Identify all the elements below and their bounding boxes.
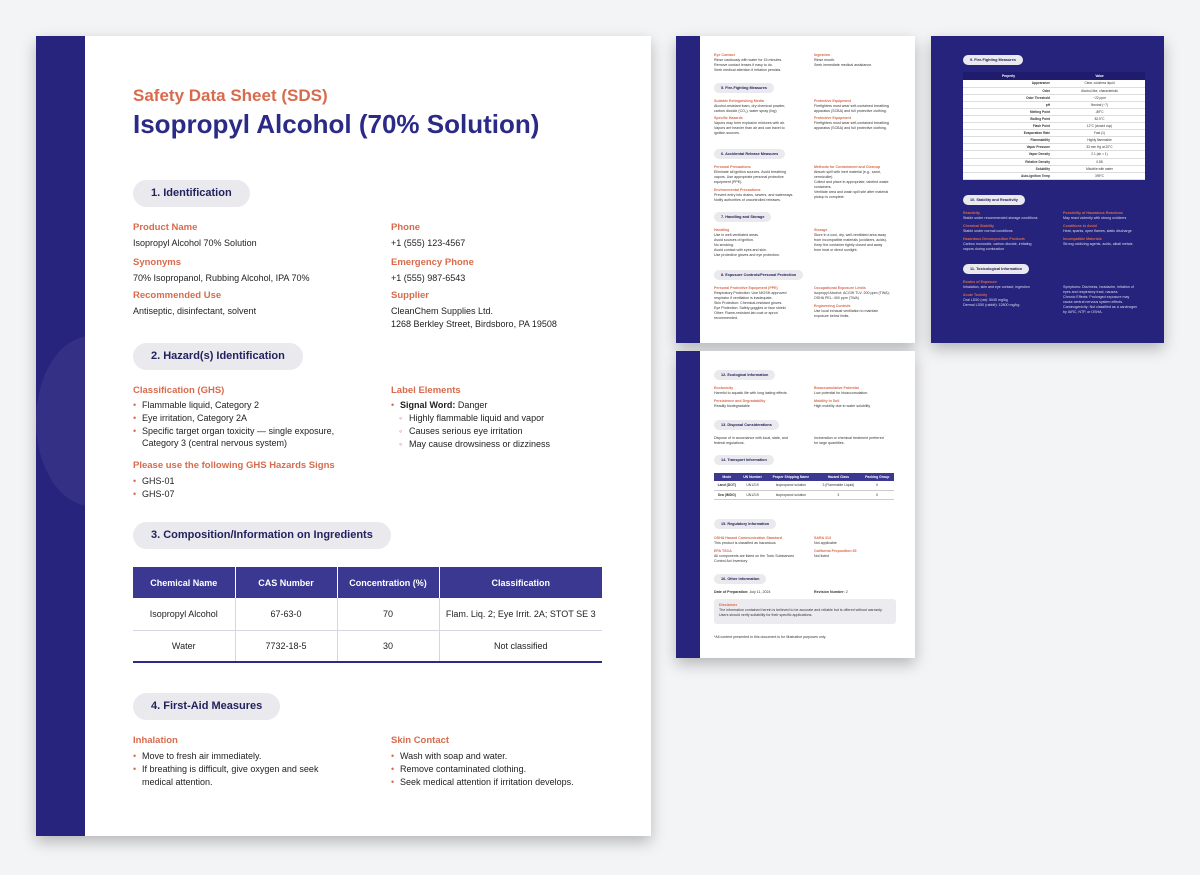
handling-label: Handling bbox=[714, 228, 730, 232]
ppe-line: Skin Protection: Chemical-resistant gloves. bbox=[714, 301, 783, 305]
page-side-strip bbox=[36, 36, 85, 836]
list-item: • GHS-07 bbox=[133, 488, 175, 501]
sds-page-2 bbox=[676, 36, 915, 343]
ghs-signs-label: Please use the following GHS Hazards Signs bbox=[133, 460, 335, 471]
osha-label: OSHA Hazard Communication Standard bbox=[714, 536, 782, 540]
equip-line: Firefighters must wear self-contained breathing bbox=[814, 104, 889, 108]
table-cell: Water bbox=[133, 630, 235, 662]
table-row bbox=[963, 165, 1145, 172]
table-cell: Neutral (~7) bbox=[1054, 101, 1145, 108]
table-header: Hazard Class bbox=[816, 473, 860, 481]
media-line: Alcohol-resistant foam, dry chemical powder, bbox=[714, 104, 786, 108]
table-cell: UN1219 bbox=[740, 481, 766, 490]
storage-line: Store in a cool, dry, well-ventilated area away bbox=[814, 233, 887, 237]
ghs-signs-list bbox=[133, 475, 175, 501]
equip-line: Firefighters must wear self-contained breathing bbox=[814, 121, 889, 125]
reactivity-value: Stable under recommended storage conditions bbox=[963, 216, 1038, 220]
decorative-arc bbox=[36, 336, 146, 506]
table-header: Chemical Name bbox=[133, 567, 235, 598]
table-cell: Vapor Pressure bbox=[963, 144, 1054, 151]
media-line: carbon dioxide (CO₂), water spray (fog) bbox=[714, 109, 777, 113]
table-cell: UN1219 bbox=[740, 490, 766, 499]
list-item: ◦ May cause drowsiness or dizziness bbox=[391, 438, 550, 451]
section-heading-accidental-release: 6. Accidental Release Measures bbox=[714, 149, 785, 159]
storage-label: Storage bbox=[814, 228, 828, 232]
phone-label: Phone bbox=[391, 222, 421, 233]
env-line: Notify authorities of uncontrolled releases. bbox=[714, 198, 781, 202]
table-cell: 33 mm Hg at 20°C bbox=[1054, 144, 1145, 151]
table-row bbox=[963, 151, 1145, 158]
section-heading-properties: 9. Fire-Fighting Measures bbox=[963, 55, 1023, 65]
table-cell: -89°C bbox=[1054, 108, 1145, 115]
equip-line: apparatus (SCBA) and full protective clothing. bbox=[814, 126, 887, 130]
acute-toxicity-label: Acute Toxicity bbox=[963, 293, 988, 297]
ingestion-line: Seek immediate medical assistance. bbox=[814, 63, 873, 67]
label-elements-label: Label Elements bbox=[391, 385, 461, 396]
table-cell: Solubility bbox=[963, 165, 1054, 172]
prop65-label: California Proposition 65 bbox=[814, 549, 857, 553]
section-heading-stability: 10. Stability and Reactivity bbox=[963, 195, 1025, 205]
conditions-avoid-value: Heat, sparks, open flames, static discharge bbox=[1063, 229, 1132, 233]
handling-line: No smoking. bbox=[714, 243, 734, 247]
acute-toxicity-line: Dermal LD50 (rabbit): 12800 mg/kg bbox=[963, 303, 1020, 307]
table-cell: pH bbox=[963, 101, 1054, 108]
signal-word-value: Danger bbox=[457, 400, 488, 410]
table-cell: Fast (1) bbox=[1054, 130, 1145, 137]
eng-line: exposure below limits. bbox=[814, 314, 850, 318]
list-item: • If breathing is difficult, give oxygen and seek medical attention. bbox=[133, 763, 348, 789]
emergency-phone-value: +1 (555) 987-6543 bbox=[391, 273, 466, 283]
table-row bbox=[714, 490, 894, 499]
reactivity-label: Reactivity bbox=[963, 211, 980, 215]
acute-toxicity-line: Oral LD50 (rat): 5045 mg/kg bbox=[963, 298, 1008, 302]
contain-line: vermiculite). bbox=[814, 175, 834, 179]
section-heading-composition: 3. Composition/Information on Ingredients bbox=[133, 522, 391, 549]
table-cell: Flam. Liq. 2; Eye Irrit. 2A; STOT SE 3 bbox=[439, 598, 602, 630]
properties-rows bbox=[963, 80, 1145, 179]
disclaimer-line: The information contained herein is believed to be accurate and reliable but is offered without warranty. bbox=[719, 608, 883, 612]
decomposition-line: vapors during combustion bbox=[963, 247, 1005, 251]
product-name-label: Product Name bbox=[133, 222, 198, 233]
media-label: Suitable Extinguishing Media bbox=[714, 99, 764, 103]
supplier-name: CleanChem Supplies Ltd. bbox=[391, 306, 494, 316]
section-heading-hazards: 2. Hazard(s) Identification bbox=[133, 343, 303, 370]
composition-table bbox=[133, 567, 602, 663]
ppe-line: recommended. bbox=[714, 316, 738, 320]
signal-word-label: Signal Word: bbox=[400, 400, 456, 410]
revision-value: 2 bbox=[845, 590, 848, 594]
list-item: ◦ Causes serious eye irritation bbox=[391, 425, 550, 438]
handling-line: Avoid contact with eyes and skin. bbox=[714, 248, 767, 252]
list-item: • GHS-01 bbox=[133, 475, 175, 488]
ecotoxicity-label: Ecotoxicity bbox=[714, 386, 734, 390]
inhalation-label: Inhalation bbox=[133, 735, 178, 746]
ppe-line: Other: Flame-resistant lab coat or apron bbox=[714, 311, 778, 315]
date-label: Date of Preparation: bbox=[714, 590, 749, 594]
inhalation-list bbox=[133, 750, 348, 788]
synonyms-value: 70% Isopropanol, Rubbing Alcohol, IPA 70% bbox=[133, 273, 310, 283]
section-heading-first-aid: 4. First-Aid Measures bbox=[133, 693, 280, 720]
bioaccumulative-label: Bioaccumulative Potential bbox=[814, 386, 859, 390]
symptoms-line: by IARC, NTP, or OSHA. bbox=[1063, 310, 1103, 314]
table-header: UN Number bbox=[740, 473, 766, 481]
table-cell: 2.1 (air = 1) bbox=[1054, 151, 1145, 158]
specific-line: Vapors are heavier than air and can travel to bbox=[714, 126, 785, 130]
product-name-value: Isopropyl Alcohol 70% Solution bbox=[133, 238, 257, 248]
table-cell: II bbox=[860, 490, 894, 499]
table-header: Proper Shipping Name bbox=[766, 473, 817, 481]
hazard-statements-list bbox=[391, 412, 550, 450]
hazardous-reactions-label: Possibility of Hazardous Reactions bbox=[1063, 211, 1123, 215]
ppe-label: Personal Protective Equipment (PPE) bbox=[714, 286, 778, 290]
disposal-line: federal regulations. bbox=[714, 441, 745, 445]
storage-line: Keep the container tightly closed and away bbox=[814, 243, 883, 247]
table-cell: Sea (IMDG) bbox=[714, 490, 740, 499]
table-row bbox=[963, 137, 1145, 144]
table-row bbox=[963, 87, 1145, 94]
recommended-use-label: Recommended Use bbox=[133, 290, 222, 301]
disclaimer-box bbox=[714, 599, 896, 624]
eng-line: Use local exhaust ventilation to maintain bbox=[814, 309, 879, 313]
date-value: July 11, 2024 bbox=[749, 590, 771, 594]
table-cell: Flash Point bbox=[963, 123, 1054, 130]
env-precautions-label: Environmental Precautions bbox=[714, 188, 761, 192]
table-cell: Auto-ignition Temp bbox=[963, 172, 1054, 179]
supplier-address: 1268 Berkley Street, Birdsboro, PA 19508 bbox=[391, 319, 557, 329]
revision-label: Revision Number: bbox=[814, 590, 845, 594]
table-row bbox=[963, 108, 1145, 115]
incompatible-label: Incompatible Materials bbox=[1063, 237, 1102, 241]
phone-value: +1 (555) 123-4567 bbox=[391, 238, 466, 248]
classification-list bbox=[133, 399, 358, 450]
list-item: ◦ Highly flammable liquid and vapor bbox=[391, 412, 550, 425]
mobility-value: High mobility due to water solubility bbox=[814, 404, 871, 408]
table-header: Mode bbox=[714, 473, 740, 481]
eye-contact-line: Remove contact lenses if easy to do. bbox=[714, 63, 773, 67]
transport-table bbox=[714, 473, 894, 500]
table-cell: Odor Threshold bbox=[963, 94, 1054, 101]
table-cell: Boiling Point bbox=[963, 115, 1054, 122]
table-cell: Odor bbox=[963, 87, 1054, 94]
table-row bbox=[133, 630, 602, 662]
personal-line: vapors. Use appropriate personal protective bbox=[714, 175, 784, 179]
tsca-label: EPA TSCA bbox=[714, 549, 732, 553]
handling-line: Use protective gloves and eye protection. bbox=[714, 253, 780, 257]
chemical-stability-label: Chemical Stability bbox=[963, 224, 994, 228]
persistence-label: Persistence and Degradability bbox=[714, 399, 766, 403]
table-header: CAS Number bbox=[235, 567, 337, 598]
table-row bbox=[963, 123, 1145, 130]
conditions-avoid-label: Conditions to Avoid bbox=[1063, 224, 1097, 228]
protective-equipment-label: Protective Equipment bbox=[814, 116, 851, 120]
list-item: • Eye irritation, Category 2A bbox=[133, 412, 358, 425]
table-cell: Land (DOT) bbox=[714, 481, 740, 490]
properties-table bbox=[963, 72, 1145, 180]
table-row bbox=[963, 144, 1145, 151]
skin-contact-label: Skin Contact bbox=[391, 735, 450, 746]
table-header: Packing Group bbox=[860, 473, 894, 481]
routes-label: Routes of Exposure bbox=[963, 280, 997, 284]
ingestion-line: Rinse mouth. bbox=[814, 58, 836, 62]
table-cell: 3 bbox=[816, 490, 860, 499]
table-cell: 30 bbox=[337, 630, 439, 662]
routes-value: Inhalation, skin and eye contact, ingestion bbox=[963, 285, 1030, 289]
table-cell: Not classified bbox=[439, 630, 602, 662]
decomposition-line: Carbon monoxide, carbon dioxide, irritating bbox=[963, 242, 1032, 246]
table-cell: Isopropanol solution bbox=[766, 481, 817, 490]
footnote: *All content presented in this document is for illustrative purposes only. bbox=[714, 635, 827, 639]
sds-page-3 bbox=[676, 351, 915, 658]
emergency-phone-label: Emergency Phone bbox=[391, 257, 474, 268]
table-cell: Vapor Density bbox=[963, 151, 1054, 158]
table-cell: II bbox=[860, 481, 894, 490]
table-header: Concentration (%) bbox=[337, 567, 439, 598]
table-row bbox=[714, 481, 894, 490]
tsca-line: Control Act Inventory bbox=[714, 559, 748, 563]
personal-line: Eliminate all ignition sources. Avoid breathing bbox=[714, 170, 787, 174]
contain-line: Ventilate area and wash spill site after material bbox=[814, 190, 889, 194]
incompatible-value: Strong oxidizing agents, acids, alkali metals bbox=[1063, 242, 1133, 246]
ppe-line: respirator if ventilation is inadequate. bbox=[714, 296, 773, 300]
table-cell: 7732-18-5 bbox=[235, 630, 337, 662]
persistence-value: Readily biodegradable bbox=[714, 404, 750, 408]
sds-page-1 bbox=[36, 36, 651, 836]
section-heading-handling: 7. Handling and Storage bbox=[714, 212, 771, 222]
symptoms-line: eyes and respiratory tract, nausea. bbox=[1063, 290, 1119, 294]
list-item: • Remove contaminated clothing. bbox=[391, 763, 574, 776]
section-heading-disposal: 13. Disposal Considerations bbox=[714, 420, 779, 430]
table-cell: 3 (Flammable Liquid) bbox=[816, 481, 860, 490]
table-row bbox=[963, 172, 1145, 179]
table-cell: Isopropanol solution bbox=[766, 490, 817, 499]
table-cell: 82.5°C bbox=[1054, 115, 1145, 122]
synonyms-label: Synonyms bbox=[133, 257, 182, 268]
personal-line: equipment (PPE). bbox=[714, 180, 743, 184]
supplier-label: Supplier bbox=[391, 290, 430, 301]
label-elements-list bbox=[391, 399, 487, 412]
list-item: • Specific target organ toxicity — single exposure, Category 3 (central nervous system) bbox=[133, 425, 358, 451]
oel-label: Occupational Exposure Limits bbox=[814, 286, 866, 290]
list-item: • Seek medical attention if irritation develops. bbox=[391, 776, 574, 789]
personal-precautions-label: Personal Precautions bbox=[714, 165, 751, 169]
table-header: Property bbox=[963, 72, 1054, 80]
handling-line: Use in well-ventilated areas. bbox=[714, 233, 759, 237]
disposal-line: Dispose of in accordance with local, state, and bbox=[714, 436, 788, 440]
containment-label: Methods for Containment and Cleanup bbox=[814, 165, 881, 169]
specific-hazards-label: Specific Hazards bbox=[714, 116, 743, 120]
oel-line: OSHA PEL: 400 ppm (TWA) bbox=[814, 296, 860, 300]
section-heading-exposure: 8. Exposure Controls/Personal Protection bbox=[714, 270, 803, 280]
table-cell: 12°C (closed cup) bbox=[1054, 123, 1145, 130]
table-cell: 0.88 bbox=[1054, 158, 1145, 165]
recommended-use-value: Antiseptic, disinfectant, solvent bbox=[133, 306, 257, 316]
section-heading-transport: 14. Transport Information bbox=[714, 455, 774, 465]
sds-page-4 bbox=[931, 36, 1164, 343]
equip-line: apparatus (SCBA) and full protective clothing. bbox=[814, 109, 887, 113]
table-row bbox=[963, 130, 1145, 137]
section-heading-regulatory: 15. Regulatory Information bbox=[714, 519, 776, 529]
storage-line: from heat or direct sunlight. bbox=[814, 248, 858, 252]
table-cell: Isopropyl Alcohol bbox=[133, 598, 235, 630]
storage-line: from incompatible materials (oxidizers, acids). bbox=[814, 238, 887, 242]
table-row bbox=[963, 80, 1145, 87]
doc-supertitle: Safety Data Sheet (SDS) bbox=[133, 86, 328, 105]
table-cell: 67-63-0 bbox=[235, 598, 337, 630]
contain-line: containers. bbox=[814, 185, 832, 189]
handling-line: Avoid sources of ignition. bbox=[714, 238, 754, 242]
table-cell: Clear, colorless liquid bbox=[1054, 80, 1145, 87]
specific-line: ignition sources. bbox=[714, 131, 740, 135]
eye-contact-line: Seek medical attention if irritation persists. bbox=[714, 68, 782, 72]
skin-contact-list bbox=[391, 750, 574, 788]
mobility-label: Mobility in Soil bbox=[814, 399, 840, 403]
ingestion-label: Ingestion bbox=[814, 53, 830, 57]
contain-line: pickup is complete. bbox=[814, 195, 845, 199]
table-cell: Highly flammable bbox=[1054, 137, 1145, 144]
table-cell: Appearance bbox=[963, 80, 1054, 87]
table-cell: Evaporation Rate bbox=[963, 130, 1054, 137]
eye-contact-line: Rinse cautiously with water for 15 minutes. bbox=[714, 58, 783, 62]
revision-number bbox=[814, 590, 848, 595]
list-item: • Wash with soap and water. bbox=[391, 750, 574, 763]
list-item: • Move to fresh air immediately. bbox=[133, 750, 348, 763]
section-heading-toxicological: 11. Toxicological Information bbox=[963, 264, 1029, 274]
classification-label: Classification (GHS) bbox=[133, 385, 225, 396]
engineering-controls-label: Engineering Controls bbox=[814, 304, 851, 308]
symptoms-line: Symptoms: Dizziness, headache, irritation of bbox=[1063, 285, 1134, 289]
disclaimer-label: Disclaimer bbox=[719, 603, 738, 607]
table-row bbox=[963, 94, 1145, 101]
sara-label: SARA 313 bbox=[814, 536, 832, 540]
disposal-line: Incineration or chemical treatment preferred bbox=[814, 436, 884, 440]
table-cell: Miscible with water bbox=[1054, 165, 1145, 172]
ecotoxicity-value: Harmful to aquatic life with long lasting effects bbox=[714, 391, 787, 395]
bioaccumulative-value: Low potential for bioaccumulation bbox=[814, 391, 868, 395]
table-cell: 399°C bbox=[1054, 172, 1145, 179]
table-header: Value bbox=[1054, 72, 1145, 80]
table-cell: Melting Point bbox=[963, 108, 1054, 115]
page-side-strip bbox=[676, 351, 700, 658]
chemical-stability-value: Stable under normal conditions bbox=[963, 229, 1013, 233]
symptoms-line: cause central nervous system effects. bbox=[1063, 300, 1124, 304]
env-line: Prevent entry into drains, sewers, and waterways. bbox=[714, 193, 794, 197]
table-cell: ~22 ppm bbox=[1054, 94, 1145, 101]
prop65-value: Not listed bbox=[814, 554, 829, 558]
contain-line: Absorb spill with inert material (e.g., sand, bbox=[814, 170, 881, 174]
date-of-preparation bbox=[714, 590, 770, 595]
section-heading-other: 16. Other Information bbox=[714, 574, 766, 584]
table-cell: Alcohol-like, characteristic bbox=[1054, 87, 1145, 94]
page-side-strip bbox=[676, 36, 700, 343]
oel-line: Isopropyl Alcohol: ACGIH TLV: 200 ppm (TWA); bbox=[814, 291, 890, 295]
protective-equipment-label: Protective Equipment bbox=[814, 99, 851, 103]
tsca-line: All components are listed on the Toxic Substances bbox=[714, 554, 795, 558]
table-header: Classification bbox=[439, 567, 602, 598]
eye-contact-label: Eye Contact bbox=[714, 53, 735, 57]
table-cell: Relative Density bbox=[963, 158, 1054, 165]
table-row bbox=[963, 115, 1145, 122]
list-item: • Flammable liquid, Category 2 bbox=[133, 399, 358, 412]
section-heading-identification: 1. Identification bbox=[133, 180, 250, 207]
disposal-line: for large quantities. bbox=[814, 441, 845, 445]
symptoms-line: Chronic Effects: Prolonged exposure may bbox=[1063, 295, 1130, 299]
ppe-line: Eye Protection: Safety goggles or face shield. bbox=[714, 306, 787, 310]
table-cell: Flammability bbox=[963, 137, 1054, 144]
symptoms-line: Carcinogenicity: Not classified as a carcinogen bbox=[1063, 305, 1138, 309]
section-heading-ecological: 12. Ecological Information bbox=[714, 370, 775, 380]
ppe-line: Respiratory Protection: Use NIOSH-approved bbox=[714, 291, 787, 295]
doc-title: Isopropyl Alcohol (70% Solution) bbox=[133, 109, 540, 139]
contain-line: Collect and place in appropriate, labeled waste bbox=[814, 180, 889, 184]
decomposition-label: Hazardous Decomposition Products bbox=[963, 237, 1025, 241]
disclaimer-line: Users should verify suitability for their specific applications. bbox=[719, 613, 813, 617]
table-row bbox=[963, 101, 1145, 108]
signal-word-item bbox=[391, 399, 487, 412]
osha-value: This product is classified as hazardous bbox=[714, 541, 776, 545]
sara-value: Not applicable bbox=[814, 541, 837, 545]
section-heading-fire-fighting: 5. Fire-Fighting Measures bbox=[714, 83, 774, 93]
table-row bbox=[963, 158, 1145, 165]
specific-line: Vapors may form explosive mixtures with air. bbox=[714, 121, 785, 125]
hazardous-reactions-value: May react violently with strong oxidizers bbox=[1063, 216, 1127, 220]
table-row bbox=[133, 598, 602, 630]
table-cell: 70 bbox=[337, 598, 439, 630]
